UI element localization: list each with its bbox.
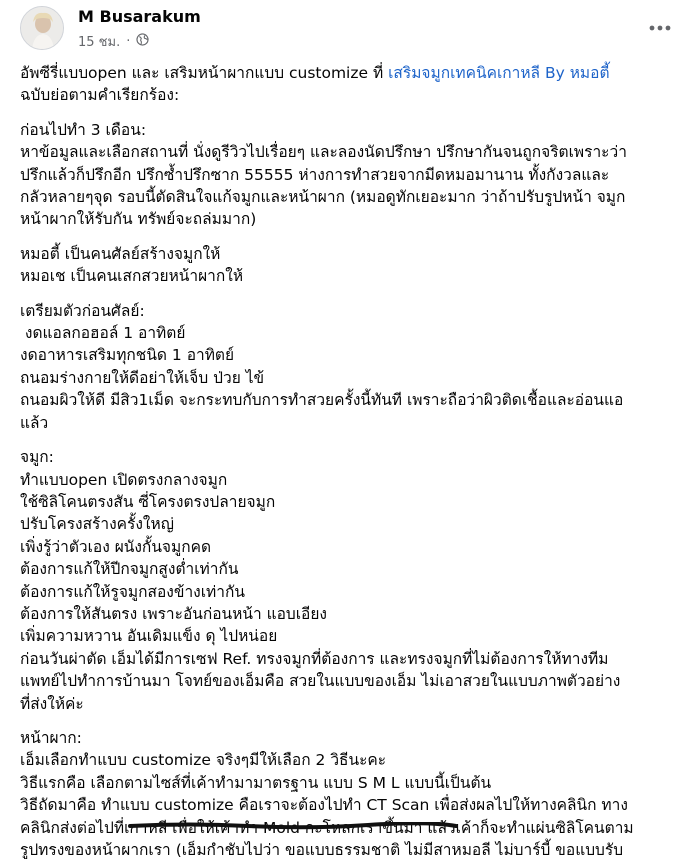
text-line: หาข้อมูลและเลือกสถานที่ นั่งดูรีวิวไปเรื่อยๆ และลองนัดปรึกษา ปรึกษากันจนถูกจริตเพราะว่า [20, 143, 627, 162]
text-line: แล้ว [20, 413, 49, 432]
text-line: ต้องการแก้ให้รูจมูกสองข้างเท่ากัน [20, 582, 245, 601]
more-options-button[interactable] [646, 16, 674, 40]
text-line [20, 62, 680, 84]
text-line: ถนอมผิวให้ดี มีสิว1เม็ด จะกระทบกับการทำสวยครั้งนี้ทันที เพราะถือว่าผิวติดเชื้อและอ่อนแอ [20, 391, 624, 410]
text-line: กลัวหลายๆจุด รอบนี้ตัดสินใจแก้จมูกและหน้าผาก (หมอดูทักเยอะมาก ว่าถ้าปรับรูปหน้า จมูก [20, 188, 626, 207]
section-heading: ก่อนไปทำ 3 เดือน: [20, 120, 147, 139]
post-time[interactable]: 15 ชม. [78, 35, 121, 50]
text-line: วิธีแรกคือ เลือกตามไซส์ที่เค้าทำมามาตรฐาน แบบ S M L แบบนี้เป็นต้น [20, 773, 492, 792]
more-options-icon [649, 25, 671, 31]
page-link[interactable]: เสริมจมูกเทคนิคเกาหลี By หมอตี้ [388, 64, 610, 82]
redaction-scribble [128, 822, 458, 830]
post-header [0, 0, 700, 60]
post-body [20, 62, 680, 861]
text-line: ต้องการแก้ให้ปีกจมูกสูงต่ำเท่ากัน [20, 560, 239, 579]
avatar[interactable] [20, 6, 64, 50]
text-line: ที่ส่งให้ค่ะ [20, 694, 84, 713]
meta-separator: · [126, 34, 131, 49]
text-line: เพิ่มความหวาน อันเดิมแข็ง ดุ ไปหน่อย [20, 627, 278, 646]
globe-icon [136, 33, 149, 50]
text-line: หมอเช เป็นคนเสกสวยหน้าผากให้ [20, 267, 244, 286]
text-line: แพทย์ไปทำการบ้านมา โจทย์ของเอ็มคือ สวยในแบบของเอ็ม ไม่เอาสวยในแบบภาพตัวอย่าง [20, 672, 621, 691]
text-line: งดอาหารเสริมทุกชนิด 1 อาทิตย์ [20, 346, 235, 365]
section-heading: เตรียมตัวก่อนศัลย์: [20, 301, 145, 320]
section-heading: หน้าผาก: [20, 728, 82, 747]
text-line: คลินิกส่งต่อไปที่เกาหลี เพื่อให้เค้าทำ Mold กะโหลกเราขึ้นมา แล้วเค้าก็จะทำแผ่นซิลิโคนตาม [20, 818, 634, 837]
text-line: หมอตี้ เป็นคนศัลย์สร้างจมูกให้ [20, 244, 221, 263]
text-line: ใช้ซิลิโคนตรงสัน ซี่โครงตรงปลายจมูก [20, 492, 276, 511]
text-segment: อัพซีรี่แบบopen และ เสริมหน้าผากแบบ customize ที่ [20, 64, 389, 82]
text-line: งดแอลกอฮอล์ 1 อาทิตย์ [20, 324, 186, 343]
post-author[interactable]: M Busarakum [78, 7, 201, 26]
text-line: วิธีถัดมาคือ ทำแบบ customize คือเราจะต้องไปทำ CT Scan เพื่อส่งผลไปให้ทางคลินิก ทาง [20, 796, 628, 815]
text-line: ปรับโครงสร้างครั้งใหญ่ [20, 515, 174, 534]
text-line: ก่อนวันผ่าตัด เอ็มได้มีการเซฟ Ref. ทรงจมูกที่ต้องการ และทรงจมูกที่ไม่ต้องการให้ทางทีม [20, 649, 609, 668]
text-line: ปรึกแล้วก็ปรึกอีก ปรึกซ้ำปรึกซาก 55555 ห่างการทำสวยจากมีดหมอมานาน ทั้งกังวลและ [20, 165, 610, 184]
text-line: ต้องการให้สันตรง เพราะอันก่อนหน้า แอบเอียง [20, 604, 327, 623]
text-line: รูปทรงของหน้าผากเรา (เอ็มกำชับไปว่า ขอแบบธรรมชาติ ไม่มีสาหมอลี ไม่บาร์บี้ ขอแบบรับ [20, 841, 624, 859]
text-line: เอ็มเลือกทำแบบ customize จริงๆมีให้เลือก 2 วิธีนะคะ [20, 751, 387, 770]
text-line: หน้าผากให้รับกัน ทรัพย์จะถล่มมาก) [20, 210, 257, 229]
avatar-photo [21, 7, 64, 50]
section-heading: จมูก: [20, 448, 54, 467]
text-line: ทำแบบopen เปิดตรงกลางจมูก [20, 470, 228, 489]
text-line: เพิ่งรู้ว่าตัวเอง ผนังกั้นจมูกคด [20, 537, 212, 556]
text-line: ฉบับย่อตามคำเรียกร้อง: [20, 86, 180, 105]
post-meta [78, 31, 149, 52]
text-line: ถนอมร่างกายให้ดีอย่าให้เจ็บ ป่วย ไข้ [20, 368, 265, 387]
